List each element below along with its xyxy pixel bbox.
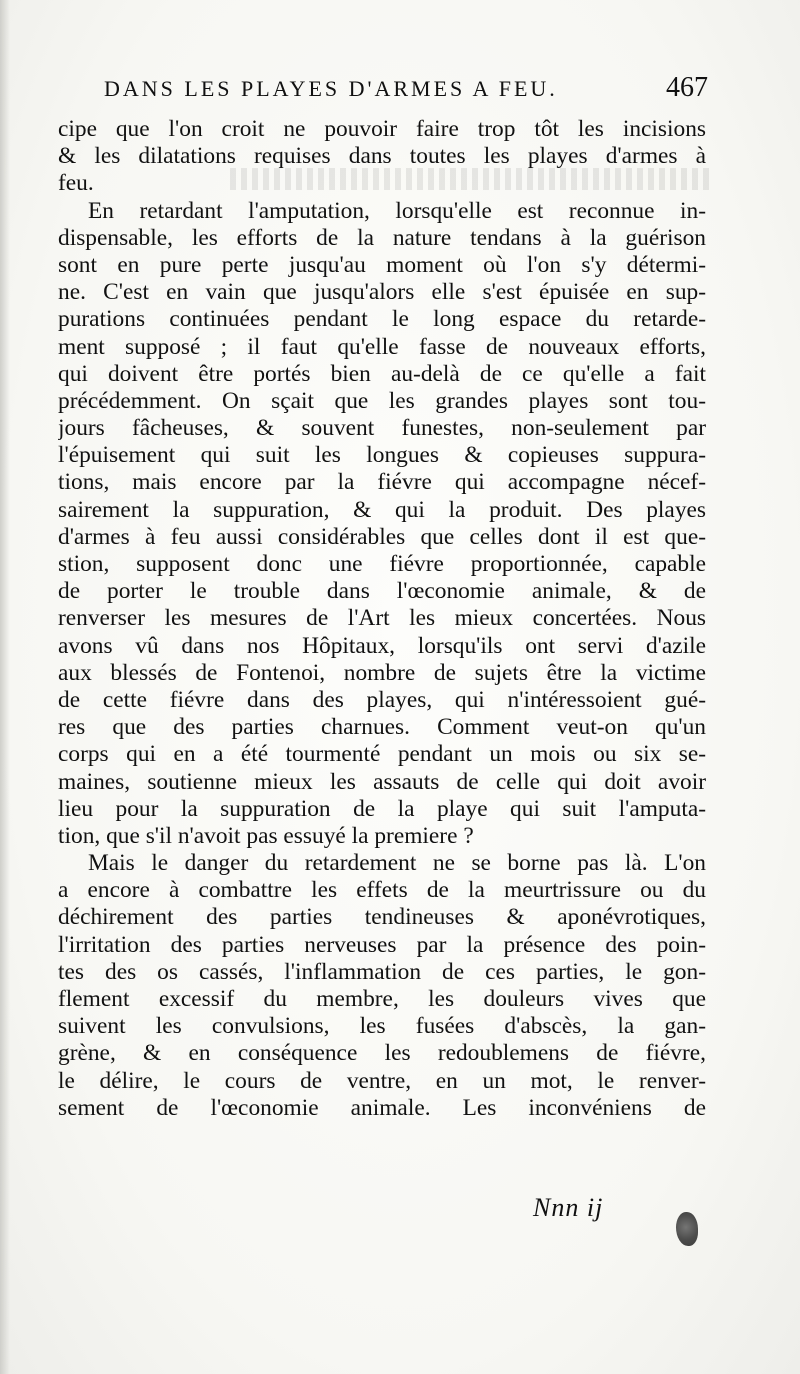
body-text <box>58 116 706 1122</box>
text-line: maines, soutienne mieux les assauts de celle qui doit avoir <box>58 768 706 795</box>
text-line: qui doivent être portés bien au-delà de ce qu'elle a fait <box>58 360 706 387</box>
text-line: grène, & en conséquence les redoublemens de fiévre, <box>58 1040 706 1067</box>
text-line: renverser les mesures de l'Art les mieux concertées. Nous <box>58 605 706 632</box>
text-line: de porter le trouble dans l'œconomie animale, & de <box>58 578 706 605</box>
text-line: jours fâcheuses, & souvent funestes, non-seulement par <box>58 415 706 442</box>
signature-mark: Nnn ij <box>533 1193 604 1222</box>
text-line: & les dilatations requises dans toutes les playes d'armes à <box>58 143 706 170</box>
text-line: précédemment. On sçait que les grandes playes sont tou- <box>58 387 706 414</box>
text-line: sairement la suppuration, & qui la produit. Des playes <box>58 496 706 523</box>
page-number: 467 <box>666 72 708 103</box>
text-line: flement excessif du membre, les douleurs vives que <box>58 986 706 1012</box>
text-line: l'épuisement qui suit les longues & copieuses suppura- <box>58 442 706 469</box>
page-header <box>96 74 716 110</box>
paragraph-first-line: Mais le danger du retardement ne se borne pas là. L'on <box>88 850 706 877</box>
page-edge-shadow <box>0 0 10 1374</box>
text-line: a encore à combattre les effets de la meurtrissure ou du <box>58 877 706 904</box>
text-line: feu. <box>58 170 94 197</box>
ink-blot <box>676 1212 698 1246</box>
text-line: avons vû dans nos Hôpitaux, lorsqu'ils ont servi d'azile <box>58 632 706 659</box>
text-line: ne. C'est en vain que jusqu'alors elle s'est épuisée en sup- <box>58 279 706 306</box>
text-line: suivent les convulsions, les fusées d'abscès, la gan- <box>58 1013 706 1040</box>
text-line: lieu pour la suppuration de la playe qui suit l'amputa- <box>58 795 706 822</box>
running-head: DANS LES PLAYES D'ARMES A FEU. <box>104 76 558 101</box>
text-line: sont en pure perte jusqu'au moment où l'on s'y détermi- <box>58 251 706 278</box>
paragraph-first-line: En retardant l'amputation, lorsqu'elle est reconnue in- <box>88 197 706 224</box>
text-line: aux blessés de Fontenoi, nombre de sujets être la victime <box>58 659 706 686</box>
text-line: sement de l'œconomie animale. Les inconvéniens de <box>58 1094 706 1121</box>
text-line: d'armes à feu aussi considérables que celles dont il est que- <box>58 523 706 550</box>
text-line: tes des os cassés, l'inflammation de ces parties, le gon- <box>58 958 706 985</box>
text-line: le délire, le cours de ventre, en un mot, le renver- <box>58 1067 706 1094</box>
text-line: de cette fiévre dans des playes, qui n'intéressoient gué- <box>58 686 706 713</box>
text-line: tion, que s'il n'avoit pas essuyé la premiere ? <box>58 822 474 849</box>
text-line: res que des parties charnues. Comment veut-on qu'un <box>58 714 706 741</box>
text-line: tions, mais encore par la fiévre qui accompagne nécef- <box>58 469 706 496</box>
text-line: stion, supposent donc une fiévre proportionnée, capable <box>58 551 706 577</box>
text-line: corps qui en a été tourmenté pendant un mois ou six se- <box>58 741 706 768</box>
text-line: l'irritation des parties nerveuses par la présence des poin- <box>58 931 706 958</box>
text-line: déchirement des parties tendineuses & aponévrotiques, <box>58 904 706 931</box>
text-line: ment supposé ; il faut qu'elle fasse de nouveaux efforts, <box>58 333 706 360</box>
text-line: cipe que l'on croit ne pouvoir faire trop tôt les incisions <box>58 116 706 142</box>
text-line: dispensable, les efforts de la nature tendans à la guérison <box>58 224 706 251</box>
text-line: purations continuées pendant le long espace du retarde- <box>58 306 706 333</box>
